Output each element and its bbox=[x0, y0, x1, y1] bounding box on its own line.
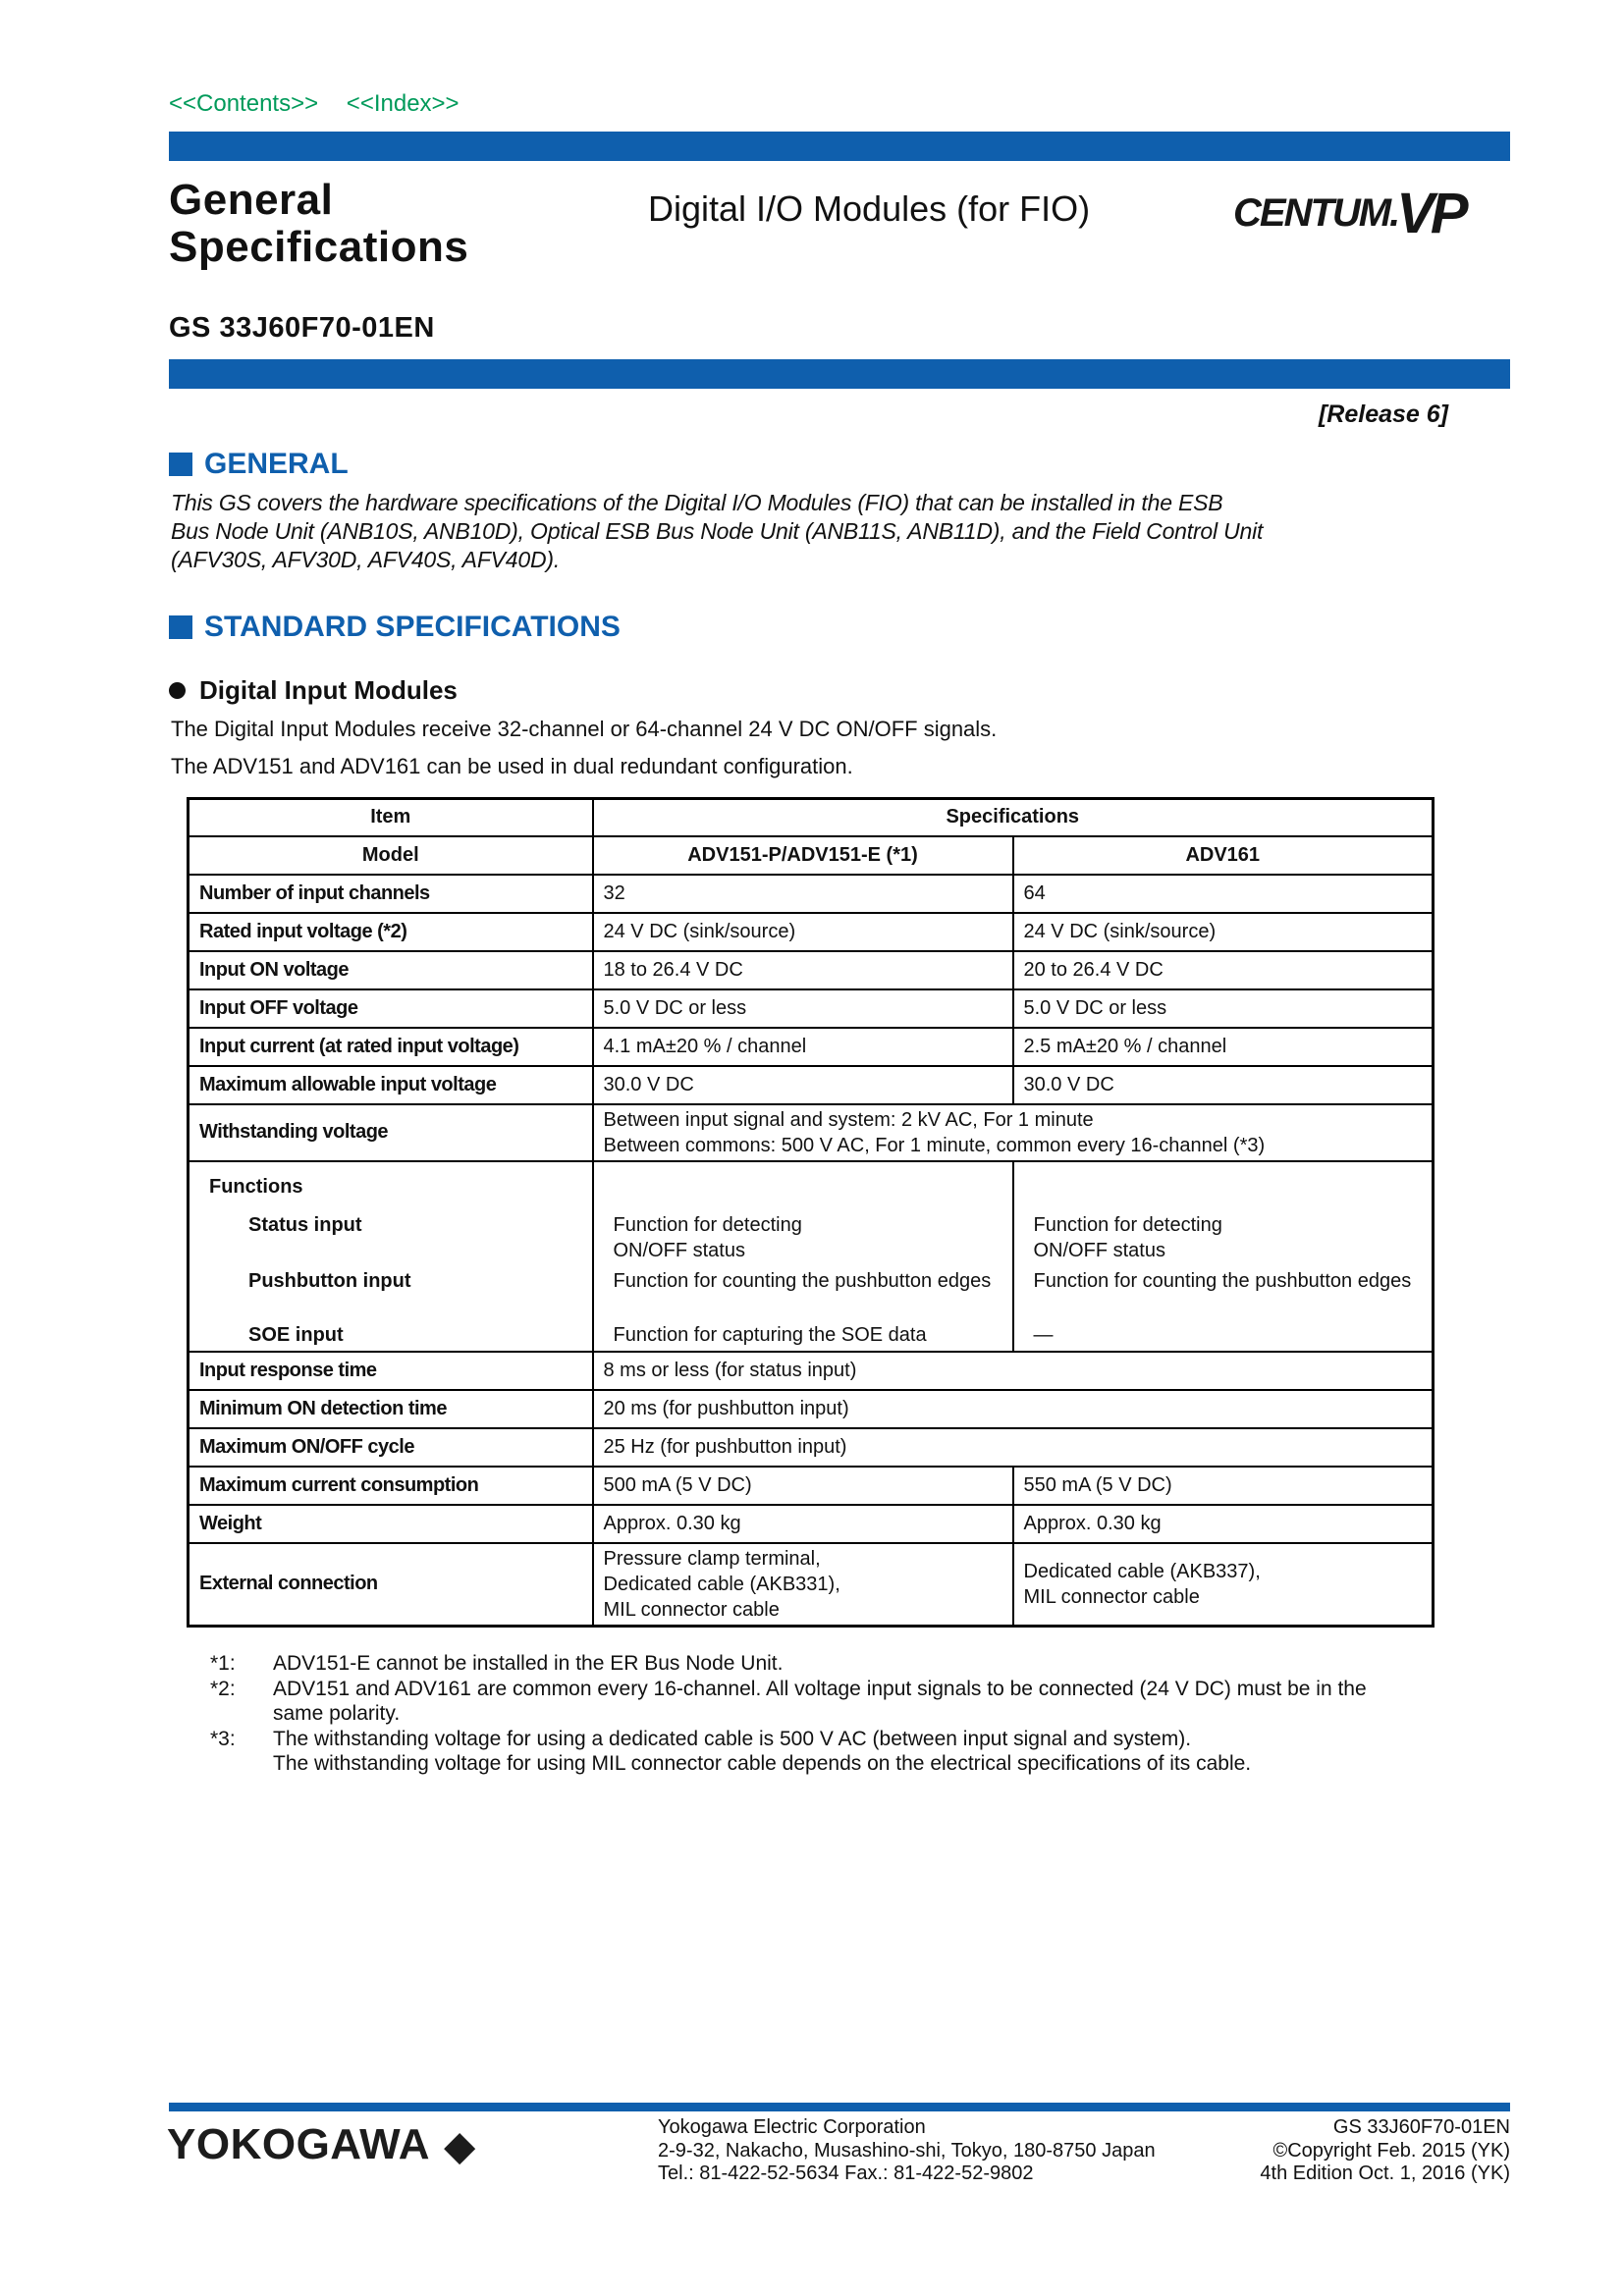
value-cell: 500 mA (5 V DC) bbox=[593, 1467, 1013, 1505]
cell-line: Function for detecting bbox=[613, 1214, 802, 1236]
centum-logo-text: CENTUM. bbox=[1233, 191, 1399, 235]
standard-specifications-heading bbox=[169, 611, 621, 644]
footnote-line: ADV151-E cannot be installed in the ER Bus Node Unit. bbox=[273, 1652, 784, 1675]
row-label: Number of input channels bbox=[189, 875, 593, 913]
cell-line: MIL connector cable bbox=[1023, 1585, 1200, 1608]
cell-line: Pressure clamp terminal, bbox=[603, 1547, 821, 1570]
footnote-label: *2: bbox=[210, 1677, 236, 1700]
table-model-row bbox=[189, 836, 1434, 875]
table-row bbox=[189, 1028, 1434, 1066]
functions-adv161-cell bbox=[1013, 1161, 1434, 1352]
table-row bbox=[189, 1066, 1434, 1104]
cell-line: ON/OFF status bbox=[1033, 1240, 1165, 1261]
row-label: Weight bbox=[189, 1505, 593, 1543]
cell-line: Function for detecting bbox=[1033, 1214, 1222, 1236]
footer-line: Tel.: 81-422-52-5634 Fax.: 81-422-52-9802 bbox=[658, 2163, 1034, 2184]
row-label: Maximum current consumption bbox=[189, 1467, 593, 1505]
paragraph-line: This GS covers the hardware specifications of the Digital I/O Modules (FIO) that can be installed in the ESB bbox=[171, 490, 1223, 515]
paragraph-line: (AFV30S, AFV30D, AFV40S, AFV40D). bbox=[171, 547, 561, 572]
cell-line: MIL connector cable bbox=[603, 1598, 780, 1621]
centum-vp-text: VP bbox=[1396, 182, 1465, 245]
value-cell-span: 20 ms (for pushbutton input) bbox=[593, 1390, 1434, 1428]
footnote-line: same polarity. bbox=[273, 1702, 401, 1725]
functions-label-cell bbox=[189, 1161, 593, 1352]
value-cell: 20 to 26.4 V DC bbox=[1013, 951, 1434, 989]
table-row bbox=[189, 1352, 1434, 1390]
yokogawa-logo-text: YOKOGAWA bbox=[167, 2120, 431, 2168]
header-specifications-cell: Specifications bbox=[593, 799, 1434, 836]
header-item-cell: Item bbox=[189, 799, 593, 836]
spacer bbox=[604, 1164, 1002, 1212]
functions-label: Functions bbox=[209, 1176, 303, 1198]
value-cell: 24 V DC (sink/source) bbox=[1013, 913, 1434, 951]
value-cell-span bbox=[593, 1104, 1434, 1161]
section-marker-icon bbox=[169, 615, 192, 639]
value-cell: 5.0 V DC or less bbox=[593, 989, 1013, 1028]
footnote bbox=[210, 1651, 1367, 1677]
digital-input-modules-heading bbox=[169, 675, 458, 706]
value-cell: 4.1 mA±20 % / channel bbox=[593, 1028, 1013, 1066]
document-subtitle: Digital I/O Modules (for FIO) bbox=[648, 188, 1091, 229]
digital-input-modules-text: Digital Input Modules bbox=[199, 675, 458, 705]
status-value bbox=[1024, 1212, 1423, 1268]
table-functions-row bbox=[189, 1161, 1434, 1352]
table-row bbox=[189, 1467, 1434, 1505]
diamond-icon: ◆ bbox=[444, 2121, 476, 2168]
row-label: External connection bbox=[189, 1543, 593, 1627]
model-label-cell: Model bbox=[189, 836, 593, 875]
status-value bbox=[604, 1212, 1002, 1268]
table-row bbox=[189, 1543, 1434, 1627]
row-label: Maximum ON/OFF cycle bbox=[189, 1428, 593, 1467]
cell-line: ON/OFF status bbox=[613, 1240, 745, 1261]
pushbutton-value: Function for counting the pushbutton edges bbox=[613, 1270, 992, 1292]
value-cell: 5.0 V DC or less bbox=[1013, 989, 1434, 1028]
value-cell bbox=[1013, 1543, 1434, 1627]
row-label: Minimum ON detection time bbox=[189, 1390, 593, 1428]
footer-line: Yokogawa Electric Corporation bbox=[658, 2116, 926, 2138]
table-header-row bbox=[189, 799, 1434, 836]
pushbutton-input-label: Pushbutton input bbox=[248, 1270, 411, 1292]
footnote-label: *3: bbox=[210, 1727, 236, 1750]
index-link[interactable]: <<Index>> bbox=[346, 90, 460, 117]
footnotes bbox=[210, 1651, 1367, 1777]
footer-rule bbox=[169, 2103, 1510, 2111]
document-number: GS 33J60F70-01EN bbox=[169, 312, 435, 344]
general-paragraph bbox=[171, 489, 1263, 574]
cell-line: Dedicated cable (AKB331), bbox=[603, 1573, 840, 1595]
value-cell-span: 25 Hz (for pushbutton input) bbox=[593, 1428, 1434, 1467]
intro-text bbox=[171, 711, 997, 785]
footer-line: ©Copyright Feb. 2015 (YK) bbox=[1272, 2139, 1510, 2162]
footnote-text bbox=[273, 1651, 783, 1677]
table-row bbox=[189, 1104, 1434, 1161]
model-adv161-cell: ADV161 bbox=[1013, 836, 1434, 875]
page-title bbox=[169, 177, 468, 271]
standard-heading-text: STANDARD SPECIFICATIONS bbox=[204, 611, 621, 643]
soe-input-label: SOE input bbox=[248, 1324, 344, 1346]
table-row bbox=[189, 913, 1434, 951]
row-label: Input OFF voltage bbox=[189, 989, 593, 1028]
general-heading bbox=[169, 448, 349, 481]
cell-line: Dedicated cable (AKB337), bbox=[1023, 1560, 1261, 1582]
footer-line: 4th Edition Oct. 1, 2016 (YK) bbox=[1260, 2163, 1510, 2184]
row-label: Rated input voltage (*2) bbox=[189, 913, 593, 951]
value-cell: 24 V DC (sink/source) bbox=[593, 913, 1013, 951]
footer-line: GS 33J60F70-01EN bbox=[1332, 2116, 1510, 2138]
table-row bbox=[189, 1390, 1434, 1428]
functions-adv151-cell bbox=[593, 1161, 1013, 1352]
row-label: Input ON voltage bbox=[189, 951, 593, 989]
row-label: Input current (at rated input voltage) bbox=[189, 1028, 593, 1066]
cell-line: Between input signal and system: 2 kV AC, For 1 minute bbox=[603, 1108, 1094, 1131]
row-label: Input response time bbox=[189, 1352, 593, 1390]
section-marker-icon bbox=[169, 453, 192, 476]
footnote-text bbox=[273, 1727, 1251, 1777]
value-cell: 2.5 mA±20 % / channel bbox=[1013, 1028, 1434, 1066]
table-row bbox=[189, 875, 1434, 913]
intro-line: The Digital Input Modules receive 32-channel or 64-channel 24 V DC ON/OFF signals. bbox=[171, 717, 998, 741]
value-cell-span: 8 ms or less (for status input) bbox=[593, 1352, 1434, 1390]
footnote-line: The withstanding voltage for using a dedicated cable is 500 V AC (between input signal and system). bbox=[273, 1727, 1192, 1750]
table-row bbox=[189, 1505, 1434, 1543]
row-label: Maximum allowable input voltage bbox=[189, 1066, 593, 1104]
yokogawa-logo bbox=[167, 2120, 476, 2169]
soe-value: Function for capturing the SOE data bbox=[613, 1324, 927, 1346]
footnote bbox=[210, 1677, 1367, 1727]
footnote-text bbox=[273, 1677, 1367, 1727]
table-row bbox=[189, 1428, 1434, 1467]
pushbutton-value: Function for counting the pushbutton edges bbox=[1033, 1270, 1412, 1292]
value-cell: Approx. 0.30 kg bbox=[1013, 1505, 1434, 1543]
centum-vp-logo bbox=[1233, 181, 1465, 246]
header-rule-bottom bbox=[169, 359, 1510, 389]
value-cell: 30.0 V DC bbox=[1013, 1066, 1434, 1104]
specifications-table bbox=[187, 797, 1435, 1628]
value-cell bbox=[593, 1543, 1013, 1627]
release-label: [Release 6] bbox=[1318, 400, 1448, 428]
value-cell: 30.0 V DC bbox=[593, 1066, 1013, 1104]
value-cell: 18 to 26.4 V DC bbox=[593, 951, 1013, 989]
model-adv151-cell: ADV151-P/ADV151-E (*1) bbox=[593, 836, 1013, 875]
footer-document-info bbox=[1260, 2116, 1510, 2186]
row-label: Withstanding voltage bbox=[189, 1104, 593, 1161]
title-line1: General bbox=[169, 176, 334, 224]
spacer bbox=[1024, 1164, 1423, 1212]
footnote-label: *1: bbox=[210, 1652, 236, 1675]
footnote-line: The withstanding voltage for using MIL connector cable depends on the electrical specifications of its cable. bbox=[273, 1752, 1252, 1775]
title-line2: Specifications bbox=[169, 223, 469, 271]
footer-line: 2-9-32, Nakacho, Musashino-shi, Tokyo, 180-8750 Japan bbox=[658, 2139, 1156, 2162]
footnote-line: ADV151 and ADV161 are common every 16-channel. All voltage input signals to be connected (24 V DC) must be in the bbox=[273, 1677, 1367, 1700]
footer-company-info bbox=[658, 2116, 1156, 2186]
value-cell: Approx. 0.30 kg bbox=[593, 1505, 1013, 1543]
paragraph-line: Bus Node Unit (ANB10S, ANB10D), Optical ESB Bus Node Unit (ANB11S, ANB11D), and the Field Control Unit bbox=[171, 518, 1264, 544]
value-cell: 550 mA (5 V DC) bbox=[1013, 1467, 1434, 1505]
cell-line: Between commons: 500 V AC, For 1 minute, common every 16-channel (*3) bbox=[603, 1134, 1266, 1156]
contents-link[interactable]: <<Contents>> bbox=[169, 90, 319, 117]
value-cell: 32 bbox=[593, 875, 1013, 913]
table-row bbox=[189, 989, 1434, 1028]
footnote bbox=[210, 1727, 1367, 1777]
value-cell: 64 bbox=[1013, 875, 1434, 913]
soe-value: — bbox=[1033, 1324, 1054, 1346]
table-row bbox=[189, 951, 1434, 989]
header-rule-top bbox=[169, 132, 1510, 161]
bullet-icon bbox=[169, 682, 186, 699]
intro-line: The ADV151 and ADV161 can be used in dual redundant configuration. bbox=[171, 754, 853, 778]
status-input-label: Status input bbox=[248, 1214, 362, 1236]
nav-links bbox=[169, 90, 481, 118]
general-heading-text: GENERAL bbox=[204, 448, 349, 480]
